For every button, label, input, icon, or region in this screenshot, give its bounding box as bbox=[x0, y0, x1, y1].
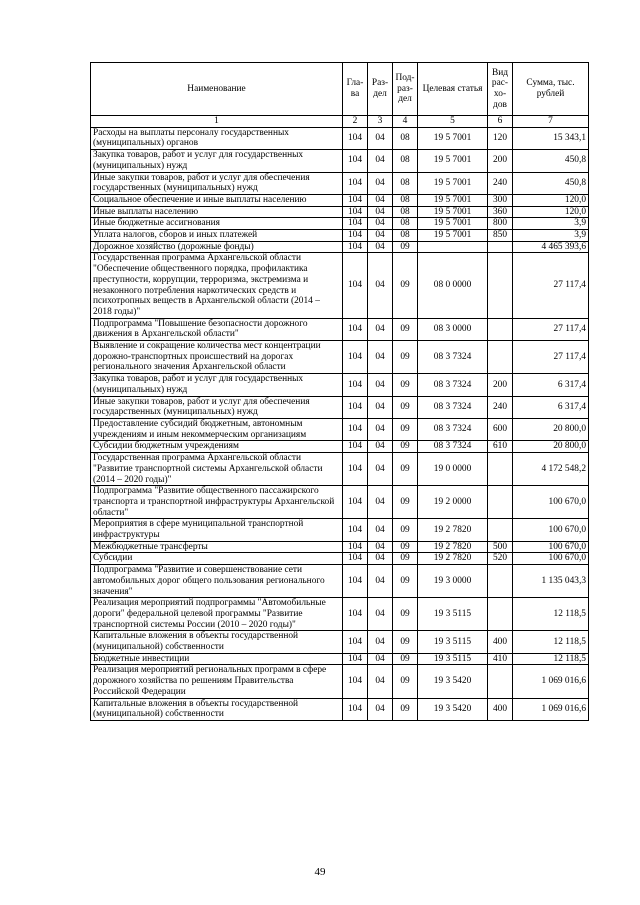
cell-section: 04 bbox=[368, 565, 393, 598]
cell-expense: 500 bbox=[488, 541, 513, 553]
cell-section: 04 bbox=[368, 653, 393, 665]
cell-expense: 120 bbox=[488, 127, 513, 149]
cell-section: 04 bbox=[368, 453, 393, 486]
cell-section: 04 bbox=[368, 127, 393, 149]
cell-target: 19 5 7001 bbox=[418, 150, 488, 172]
column-number: 5 bbox=[418, 116, 488, 128]
cell-section: 04 bbox=[368, 218, 393, 230]
cell-chapter: 104 bbox=[343, 441, 368, 453]
table-row bbox=[91, 341, 589, 374]
cell-name: Межбюджетные трансферты bbox=[91, 541, 343, 553]
cell-sum: 4 172 548,2 bbox=[513, 453, 589, 486]
cell-expense bbox=[488, 486, 513, 519]
cell-sum: 450,8 bbox=[513, 150, 589, 172]
cell-chapter: 104 bbox=[343, 598, 368, 631]
cell-target: 19 5 7001 bbox=[418, 206, 488, 218]
cell-chapter: 104 bbox=[343, 486, 368, 519]
cell-section: 04 bbox=[368, 241, 393, 253]
cell-target: 08 3 7324 bbox=[418, 396, 488, 418]
cell-subsection: 08 bbox=[393, 206, 418, 218]
table-row bbox=[91, 418, 589, 440]
cell-section: 04 bbox=[368, 486, 393, 519]
cell-chapter: 104 bbox=[343, 665, 368, 698]
cell-subsection: 09 bbox=[393, 241, 418, 253]
cell-expense: 520 bbox=[488, 553, 513, 565]
cell-subsection: 09 bbox=[393, 418, 418, 440]
cell-name: Закупка товаров, работ и услуг для государственных (муниципальных) нужд bbox=[91, 150, 343, 172]
cell-chapter: 104 bbox=[343, 698, 368, 720]
cell-chapter: 104 bbox=[343, 206, 368, 218]
cell-name: Реализация мероприятий подпрограммы "Автомобильные дороги" федеральной целевой программы "Развитие транспортной системы России (2010 – 2020 годы)" bbox=[91, 598, 343, 631]
cell-sum: 3,9 bbox=[513, 230, 589, 242]
table-row bbox=[91, 172, 589, 194]
cell-expense bbox=[488, 241, 513, 253]
cell-subsection: 09 bbox=[393, 486, 418, 519]
cell-expense bbox=[488, 565, 513, 598]
cell-expense bbox=[488, 453, 513, 486]
cell-subsection: 09 bbox=[393, 665, 418, 698]
cell-chapter: 104 bbox=[343, 374, 368, 396]
cell-section: 04 bbox=[368, 418, 393, 440]
cell-chapter: 104 bbox=[343, 127, 368, 149]
cell-target: 08 3 7324 bbox=[418, 374, 488, 396]
cell-subsection: 08 bbox=[393, 218, 418, 230]
cell-target: 19 0 0000 bbox=[418, 453, 488, 486]
cell-name: Иные закупки товаров, работ и услуг для обеспечения государственных (муниципальных) нужд bbox=[91, 396, 343, 418]
header-target: Целевая статья bbox=[418, 63, 488, 116]
table-row bbox=[91, 698, 589, 720]
cell-name: Капитальные вложения в объекты государственной (муниципальной) собственности bbox=[91, 698, 343, 720]
cell-section: 04 bbox=[368, 194, 393, 206]
cell-expense bbox=[488, 665, 513, 698]
header-sum: Сумма, тыс. рублей bbox=[513, 63, 589, 116]
cell-name: Субсидии бюджетным учреждениям bbox=[91, 441, 343, 453]
table-row bbox=[91, 150, 589, 172]
cell-target: 19 3 5115 bbox=[418, 653, 488, 665]
table-row bbox=[91, 598, 589, 631]
cell-section: 04 bbox=[368, 598, 393, 631]
cell-expense: 400 bbox=[488, 698, 513, 720]
cell-sum: 100 670,0 bbox=[513, 553, 589, 565]
header-row bbox=[91, 63, 589, 116]
cell-expense: 200 bbox=[488, 150, 513, 172]
table-row bbox=[91, 519, 589, 541]
cell-section: 04 bbox=[368, 541, 393, 553]
cell-subsection: 08 bbox=[393, 127, 418, 149]
cell-target: 19 2 7820 bbox=[418, 553, 488, 565]
cell-subsection: 09 bbox=[393, 396, 418, 418]
table-row bbox=[91, 631, 589, 653]
cell-expense bbox=[488, 318, 513, 340]
table-row bbox=[91, 541, 589, 553]
cell-chapter: 104 bbox=[343, 631, 368, 653]
cell-name: Предоставление субсидий бюджетным, автономным учреждениям и иным некоммерческим организациям bbox=[91, 418, 343, 440]
column-number: 4 bbox=[393, 116, 418, 128]
cell-chapter: 104 bbox=[343, 241, 368, 253]
cell-target: 19 5 7001 bbox=[418, 230, 488, 242]
cell-expense: 360 bbox=[488, 206, 513, 218]
cell-sum: 12 118,5 bbox=[513, 598, 589, 631]
cell-subsection: 08 bbox=[393, 230, 418, 242]
cell-name: Подпрограмма "Развитие и совершенствование сети автомобильных дорог общего пользования регионального значения" bbox=[91, 565, 343, 598]
cell-chapter: 104 bbox=[343, 172, 368, 194]
cell-expense bbox=[488, 253, 513, 318]
cell-section: 04 bbox=[368, 150, 393, 172]
cell-sum: 6 317,4 bbox=[513, 374, 589, 396]
header-chapter: Гла-ва bbox=[343, 63, 368, 116]
budget-table bbox=[90, 62, 589, 721]
cell-expense: 240 bbox=[488, 396, 513, 418]
table-row bbox=[91, 206, 589, 218]
cell-name: Иные выплаты населению bbox=[91, 206, 343, 218]
cell-name: Иные бюджетные ассигнования bbox=[91, 218, 343, 230]
cell-sum: 27 117,4 bbox=[513, 341, 589, 374]
table-row bbox=[91, 127, 589, 149]
header-expense: Вид рас-хо-дов bbox=[488, 63, 513, 116]
cell-sum: 100 670,0 bbox=[513, 486, 589, 519]
cell-sum: 3,9 bbox=[513, 218, 589, 230]
table-row bbox=[91, 453, 589, 486]
table-body bbox=[91, 127, 589, 720]
cell-subsection: 08 bbox=[393, 172, 418, 194]
cell-chapter: 104 bbox=[343, 341, 368, 374]
table-row bbox=[91, 441, 589, 453]
cell-expense: 200 bbox=[488, 374, 513, 396]
cell-name: Мероприятия в сфере муниципальной транспортной инфраструктуры bbox=[91, 519, 343, 541]
table-row bbox=[91, 553, 589, 565]
cell-chapter: 104 bbox=[343, 653, 368, 665]
table-row bbox=[91, 665, 589, 698]
cell-subsection: 09 bbox=[393, 598, 418, 631]
cell-name: Государственная программа Архангельской области "Обеспечение общественного порядка, профилактика преступности, коррупции, терроризма, экстремизма и незаконного потребления наркотических средств и психотропных веществ в Архангельской области (2014 – 2018 годы)" bbox=[91, 253, 343, 318]
cell-sum: 450,8 bbox=[513, 172, 589, 194]
cell-target: 19 2 7820 bbox=[418, 519, 488, 541]
table-row bbox=[91, 241, 589, 253]
cell-sum: 1 069 016,6 bbox=[513, 698, 589, 720]
cell-section: 04 bbox=[368, 230, 393, 242]
cell-section: 04 bbox=[368, 396, 393, 418]
cell-sum: 100 670,0 bbox=[513, 519, 589, 541]
cell-chapter: 104 bbox=[343, 150, 368, 172]
cell-subsection: 09 bbox=[393, 341, 418, 374]
cell-chapter: 104 bbox=[343, 218, 368, 230]
cell-name: Подпрограмма "Развитие общественного пассажирского транспорта и транспортной инфраструктуры Архангельской области" bbox=[91, 486, 343, 519]
cell-target bbox=[418, 241, 488, 253]
cell-subsection: 08 bbox=[393, 194, 418, 206]
cell-name: Капитальные вложения в объекты государственной (муниципальной) собственности bbox=[91, 631, 343, 653]
column-number: 7 bbox=[513, 116, 589, 128]
cell-target: 19 5 7001 bbox=[418, 194, 488, 206]
cell-subsection: 09 bbox=[393, 318, 418, 340]
cell-sum: 27 117,4 bbox=[513, 318, 589, 340]
cell-chapter: 104 bbox=[343, 453, 368, 486]
cell-chapter: 104 bbox=[343, 541, 368, 553]
cell-expense: 610 bbox=[488, 441, 513, 453]
cell-sum: 12 118,5 bbox=[513, 653, 589, 665]
column-number: 6 bbox=[488, 116, 513, 128]
header-name: Наименование bbox=[91, 63, 343, 116]
cell-name: Подпрограмма "Повышение безопасности дорожного движения в Архангельской области" bbox=[91, 318, 343, 340]
cell-chapter: 104 bbox=[343, 565, 368, 598]
cell-expense: 850 bbox=[488, 230, 513, 242]
cell-expense bbox=[488, 598, 513, 631]
cell-target: 19 3 5420 bbox=[418, 698, 488, 720]
cell-target: 08 3 7324 bbox=[418, 341, 488, 374]
cell-target: 08 3 0000 bbox=[418, 318, 488, 340]
cell-subsection: 09 bbox=[393, 565, 418, 598]
header-section: Раз-дел bbox=[368, 63, 393, 116]
column-number: 2 bbox=[343, 116, 368, 128]
cell-chapter: 104 bbox=[343, 230, 368, 242]
cell-name: Реализация мероприятий региональных программ в сфере дорожного хозяйства по решениям Правительства Российской Федерации bbox=[91, 665, 343, 698]
cell-target: 19 2 7820 bbox=[418, 541, 488, 553]
cell-sum: 1 135 043,3 bbox=[513, 565, 589, 598]
table-row bbox=[91, 230, 589, 242]
page-number: 49 bbox=[314, 866, 326, 878]
cell-subsection: 09 bbox=[393, 374, 418, 396]
cell-section: 04 bbox=[368, 631, 393, 653]
cell-sum: 100 670,0 bbox=[513, 541, 589, 553]
cell-sum: 27 117,4 bbox=[513, 253, 589, 318]
cell-sum: 15 343,1 bbox=[513, 127, 589, 149]
cell-sum: 20 800,0 bbox=[513, 441, 589, 453]
cell-name: Государственная программа Архангельской области "Развитие транспортной системы Архангельской области (2014 – 2020 годы)" bbox=[91, 453, 343, 486]
cell-subsection: 09 bbox=[393, 253, 418, 318]
cell-chapter: 104 bbox=[343, 418, 368, 440]
cell-expense bbox=[488, 519, 513, 541]
table-row bbox=[91, 253, 589, 318]
table-row bbox=[91, 318, 589, 340]
table-row bbox=[91, 653, 589, 665]
cell-sum: 20 800,0 bbox=[513, 418, 589, 440]
cell-sum: 12 118,5 bbox=[513, 631, 589, 653]
cell-name: Уплата налогов, сборов и иных платежей bbox=[91, 230, 343, 242]
cell-chapter: 104 bbox=[343, 253, 368, 318]
cell-sum: 4 465 393,6 bbox=[513, 241, 589, 253]
cell-expense: 240 bbox=[488, 172, 513, 194]
cell-target: 19 3 5420 bbox=[418, 665, 488, 698]
cell-section: 04 bbox=[368, 253, 393, 318]
cell-section: 04 bbox=[368, 318, 393, 340]
cell-sum: 120,0 bbox=[513, 194, 589, 206]
cell-target: 08 0 0000 bbox=[418, 253, 488, 318]
cell-target: 08 3 7324 bbox=[418, 418, 488, 440]
cell-target: 19 5 7001 bbox=[418, 127, 488, 149]
header-subsection: Под-раз-дел bbox=[393, 63, 418, 116]
cell-name: Иные закупки товаров, работ и услуг для обеспечения государственных (муниципальных) нужд bbox=[91, 172, 343, 194]
cell-expense: 800 bbox=[488, 218, 513, 230]
cell-target: 19 3 5115 bbox=[418, 631, 488, 653]
table-row bbox=[91, 486, 589, 519]
column-number: 1 bbox=[91, 116, 343, 128]
column-number: 3 bbox=[368, 116, 393, 128]
cell-section: 04 bbox=[368, 519, 393, 541]
cell-subsection: 09 bbox=[393, 631, 418, 653]
cell-chapter: 104 bbox=[343, 519, 368, 541]
cell-chapter: 104 bbox=[343, 396, 368, 418]
cell-subsection: 09 bbox=[393, 541, 418, 553]
cell-target: 08 3 7324 bbox=[418, 441, 488, 453]
column-number-row bbox=[91, 116, 589, 128]
cell-expense: 600 bbox=[488, 418, 513, 440]
cell-target: 19 5 7001 bbox=[418, 218, 488, 230]
cell-target: 19 3 5115 bbox=[418, 598, 488, 631]
cell-expense: 400 bbox=[488, 631, 513, 653]
cell-subsection: 09 bbox=[393, 519, 418, 541]
cell-subsection: 09 bbox=[393, 441, 418, 453]
table-row bbox=[91, 194, 589, 206]
table-row bbox=[91, 565, 589, 598]
cell-expense bbox=[488, 341, 513, 374]
cell-section: 04 bbox=[368, 665, 393, 698]
cell-target: 19 5 7001 bbox=[418, 172, 488, 194]
cell-target: 19 3 0000 bbox=[418, 565, 488, 598]
cell-chapter: 104 bbox=[343, 194, 368, 206]
cell-chapter: 104 bbox=[343, 553, 368, 565]
cell-name: Субсидии bbox=[91, 553, 343, 565]
cell-subsection: 09 bbox=[393, 453, 418, 486]
table-row bbox=[91, 218, 589, 230]
table-row bbox=[91, 396, 589, 418]
cell-section: 04 bbox=[368, 374, 393, 396]
cell-expense: 300 bbox=[488, 194, 513, 206]
cell-name: Расходы на выплаты персоналу государственных (муниципальных) органов bbox=[91, 127, 343, 149]
cell-subsection: 09 bbox=[393, 653, 418, 665]
cell-section: 04 bbox=[368, 441, 393, 453]
cell-name: Закупка товаров, работ и услуг для государственных (муниципальных) нужд bbox=[91, 374, 343, 396]
cell-subsection: 09 bbox=[393, 698, 418, 720]
cell-expense: 410 bbox=[488, 653, 513, 665]
cell-section: 04 bbox=[368, 172, 393, 194]
cell-target: 19 2 0000 bbox=[418, 486, 488, 519]
cell-subsection: 09 bbox=[393, 553, 418, 565]
cell-section: 04 bbox=[368, 206, 393, 218]
table-row bbox=[91, 374, 589, 396]
cell-section: 04 bbox=[368, 698, 393, 720]
cell-sum: 120,0 bbox=[513, 206, 589, 218]
cell-name: Выявление и сокращение количества мест концентрации дорожно-транспортных происшествий на дорогах регионального значения Архангельской области bbox=[91, 341, 343, 374]
cell-name: Бюджетные инвестиции bbox=[91, 653, 343, 665]
cell-sum: 6 317,4 bbox=[513, 396, 589, 418]
cell-sum: 1 069 016,6 bbox=[513, 665, 589, 698]
cell-chapter: 104 bbox=[343, 318, 368, 340]
cell-name: Социальное обеспечение и иные выплаты населению bbox=[91, 194, 343, 206]
cell-section: 04 bbox=[368, 553, 393, 565]
cell-name: Дорожное хозяйство (дорожные фонды) bbox=[91, 241, 343, 253]
cell-subsection: 08 bbox=[393, 150, 418, 172]
cell-section: 04 bbox=[368, 341, 393, 374]
